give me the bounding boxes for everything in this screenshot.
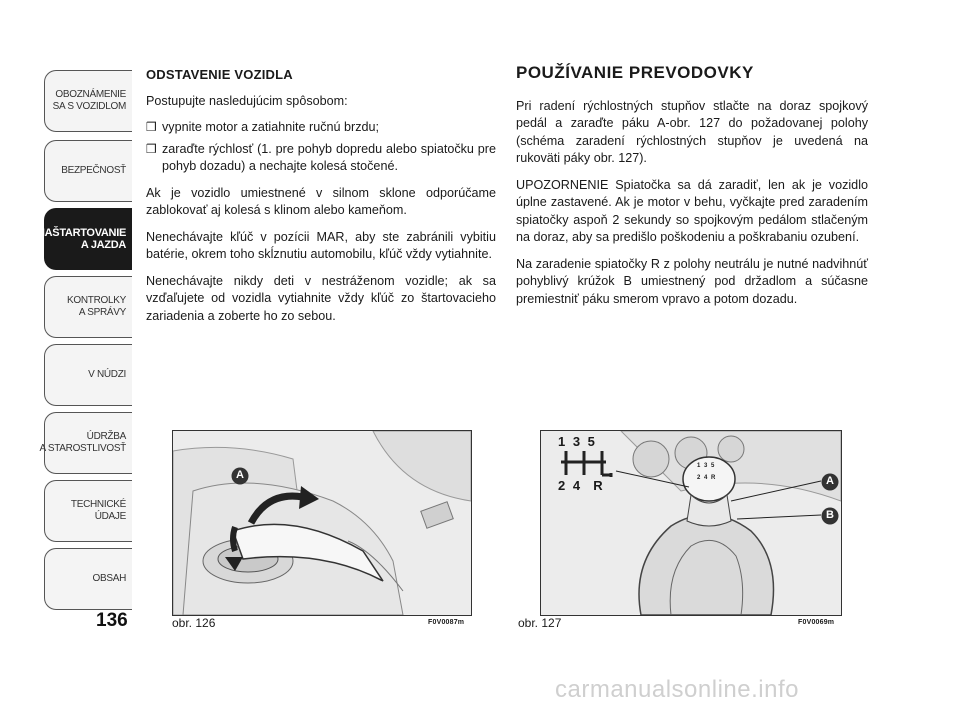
tab-label-line: A STAROSTLIVOSŤ	[39, 443, 126, 454]
figure-gear-lever	[540, 430, 842, 616]
list-item	[146, 141, 496, 176]
tab-label-line: ÚDRŽBA	[86, 431, 126, 442]
tab-label-line: BEZPEČNOSŤ	[61, 165, 126, 176]
figure-code: F0V0069m	[798, 619, 835, 626]
tab-obsah[interactable]	[44, 548, 132, 610]
section-heading-odstavenie: ODSTAVENIE VOZIDLA	[146, 67, 293, 82]
knob-pattern-top: 1 3 5	[697, 463, 716, 469]
paragraph: Ak je vozidlo umiestnené v silnom sklone odporúčame zablokovať aj kolesá s klinom alebo kameňom.	[146, 185, 496, 217]
list-item-text: zaraďte rýchlosť (1. pre pohyb dopredu alebo spiatočku pre pohyb dozadu) a nechajte kolesá stočené.	[162, 141, 496, 173]
tab-bezpecnost[interactable]	[44, 140, 132, 202]
paragraph: Nenechávajte nikdy deti v nestráženom vozidle; ak sa vzďaľujete od vozidla vytiahnite vždy kľúč zo štartovacieho zariadenia a zoberte ho zo sebou.	[146, 273, 496, 323]
checkbox-bullet-icon: ❒	[146, 120, 157, 134]
figure-handbrake	[172, 430, 472, 616]
label-a-text: A	[826, 475, 834, 487]
page-number: 136	[96, 610, 128, 631]
gear-pattern-top: 1 3 5	[558, 434, 597, 449]
tab-label-line: OBSAH	[92, 573, 126, 584]
tab-label-line: SA S VOZIDLOM	[52, 101, 126, 112]
tab-label-line: V NÚDZI	[88, 369, 126, 380]
label-b-text: B	[826, 509, 834, 521]
tab-oboznamenie[interactable]	[44, 70, 132, 132]
figure-code: F0V0087m	[428, 619, 465, 626]
tab-v-nudzi[interactable]	[44, 344, 132, 406]
right-column	[516, 63, 868, 317]
tab-label-line: A SPRÁVY	[78, 307, 126, 318]
checkbox-bullet-icon: ❒	[146, 141, 157, 156]
tab-kontrolky[interactable]	[44, 276, 132, 338]
tab-label-line: ÚDAJE	[94, 511, 126, 522]
intro-text: Postupujte nasledujúcim spôsobom:	[146, 93, 348, 108]
tab-udrzba[interactable]	[39, 412, 132, 474]
section-heading-prevodovka: POUŽÍVANIE PREVODOVKY	[516, 63, 754, 82]
paragraph: UPOZORNENIE Spiatočka sa dá zaradiť, len ak je vozidlo úplne zastavené. Ak je motor v behu, vyčkajte pred zaradením spiatočky aspoň 2 sekundy so spojkovým pedálom stlačeným na doraz, aby sa predišlo poškodeniu a poškrabaniu ozubení.	[516, 177, 868, 244]
tab-technicke-udaje[interactable]	[44, 480, 132, 542]
tab-label-line: OBOZNÁMENIE	[55, 89, 126, 100]
gear-lever-illustration	[541, 431, 841, 615]
paragraph: Na zaradenie spiatočky R z polohy neutrálu je nutné nadvihnúť pohyblivý krúžok B umiestnený pod držadlom a súčasne premiestniť páku smerom vpravo a potom dozadu.	[516, 256, 868, 306]
watermark: carmanualsonline.info	[555, 676, 799, 703]
gear-pattern-bottom: 2 4 R	[558, 478, 605, 493]
paragraph: Pri radení rýchlostných stupňov stlačte na doraz spojkový pedál a zaraďte páku A-obr. 127 do požadovanej polohy (schéma zaradení rýchlostných stupňov je uvedená na rukoväti páky obr. 127).	[516, 98, 868, 165]
list-item-text: vypnite motor a zatiahnite ručnú brzdu;	[162, 120, 380, 134]
tab-label-line: TECHNICKÉ	[70, 499, 126, 510]
handbrake-illustration	[173, 431, 471, 615]
tab-label-line: NAŠTARTOVANIE	[37, 227, 126, 239]
left-column	[146, 66, 496, 334]
tab-label-line: A JAZDA	[80, 239, 126, 251]
tab-label-line: KONTROLKY	[67, 295, 126, 306]
label-a-text: A	[236, 469, 244, 481]
tab-nastartovanie-active[interactable]	[37, 208, 132, 270]
figure-caption: obr. 126	[172, 616, 216, 630]
figure-caption: obr. 127	[518, 616, 562, 630]
knob-pattern-bottom: 2 4 R	[697, 475, 717, 481]
list-item	[146, 119, 496, 137]
paragraph: Nenechávajte kľúč v pozícii MAR, aby ste zabránili vybitiu batérie, okrem toho skĺznutiu automobilu, kľúč vždy vytiahnite.	[146, 229, 496, 261]
